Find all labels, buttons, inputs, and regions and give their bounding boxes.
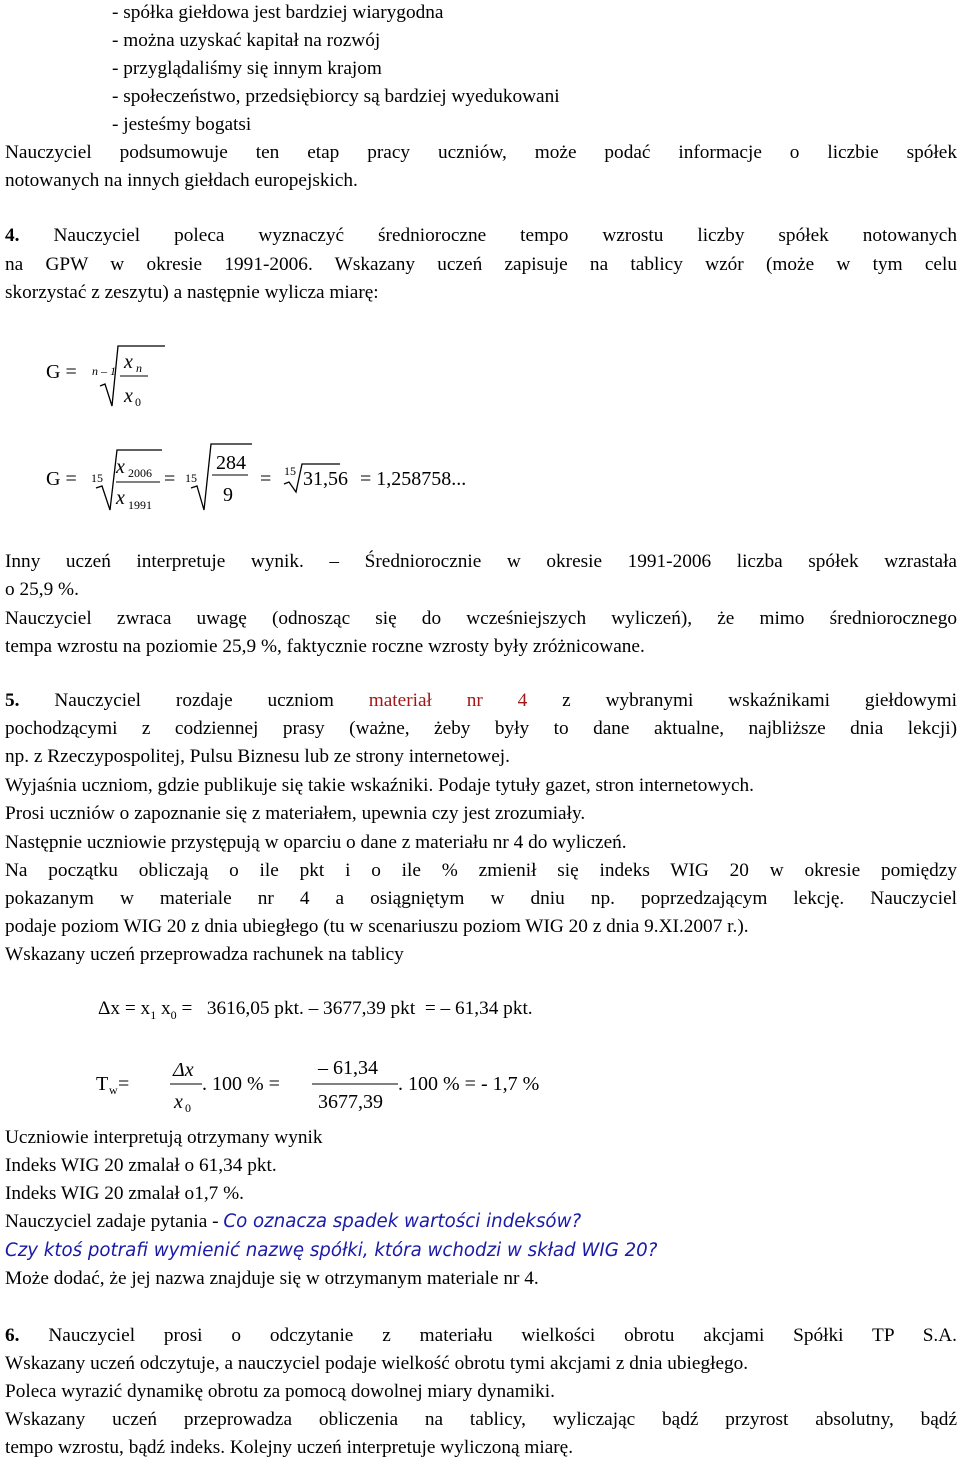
svg-text:1991: 1991	[128, 498, 152, 512]
svg-text:. 100 % = - 1,7 %: . 100 % = - 1,7 %	[398, 1073, 540, 1095]
section-5-line: pochodzącymi z codziennej prasy (ważne, żeby były to dane aktualne, najbliższe dnia lekcji)	[5, 718, 957, 739]
attention-line: Nauczyciel zwraca uwagę (odnosząc się do wcześniejszych wyliczeń), że mimo średniorocznego	[5, 608, 957, 629]
svg-text:0: 0	[185, 1101, 191, 1115]
svg-text:15: 15	[91, 471, 103, 485]
interpretation2-line: Indeks WIG 20 zmalał o1,7 %.	[5, 1183, 244, 1204]
section-6-line: Wskazany uczeń odczytuje, a nauczyciel podaje wielkość obrotu tymi akcjami z dnia ubiegłego.	[5, 1353, 749, 1374]
svg-text:9: 9	[223, 484, 233, 506]
numerator: x	[124, 351, 133, 373]
denominator-subscript: 0	[135, 395, 141, 409]
svg-text:x: x	[116, 456, 125, 478]
section-4-line: 4. Nauczyciel poleca wyznaczyć średnioroczne tempo wzrostu liczby spółek notowanych	[5, 225, 957, 246]
svg-text:G =: G =	[46, 468, 77, 490]
questions-line: Może dodać, że jej nazwa znajduje się w otrzymanym materiale nr 4.	[5, 1268, 539, 1289]
section-number: 5.	[5, 690, 20, 711]
svg-text:15: 15	[284, 464, 296, 478]
section-number: 6.	[5, 1325, 20, 1346]
svg-text:=: =	[260, 468, 272, 490]
section-6-line: 6. Nauczyciel prosi o odczytanie z materiału wielkości obrotu akcjami Spółki TP S.A.	[5, 1325, 957, 1346]
question-1: Co oznacza spadek wartości indeksów?	[223, 1211, 582, 1232]
section-5-line: Prosi uczniów o zapoznanie się z materiałem, upewnia czy jest zrozumiały.	[5, 803, 586, 824]
bullet-item: - jesteśmy bogatsi	[112, 114, 252, 135]
svg-text:2006: 2006	[128, 466, 152, 480]
section-4-line: na GPW w okresie 1991-2006. Wskazany uczeń zapisuje na tablicy wzór (może w tym celu	[5, 254, 957, 275]
svg-text:x: x	[174, 1091, 183, 1113]
section-number: 4.	[5, 225, 20, 246]
svg-text:=: =	[164, 468, 176, 490]
formula-growth-rate	[90, 1050, 610, 1120]
numerator-subscript: n	[136, 361, 142, 375]
formula-geometric-mean	[40, 340, 180, 420]
summary-line: Nauczyciel podsumowuje ten etap pracy uczniów, może podać informacje o liczbie spółek	[5, 142, 957, 163]
interpretation2-line: Uczniowie interpretują otrzymany wynik	[5, 1127, 323, 1148]
interpretation-line: o 25,9 %.	[5, 579, 79, 600]
section-5-line: 5. Nauczyciel rozdaje uczniom materiał nr 4 z wybranymi wskaźnikami giełdowymi	[5, 690, 957, 711]
section-6-line: Poleca wyrazić dynamikę obrotu za pomocą dowolnej miary dynamiki.	[5, 1381, 555, 1402]
formula-lhs: G =	[46, 361, 77, 383]
section-5-line: np. z Rzeczypospolitej, Pulsu Biznesu lub ze strony internetowej.	[5, 746, 510, 767]
svg-text:3677,39: 3677,39	[318, 1091, 383, 1113]
svg-text:284: 284	[216, 452, 246, 474]
interpretation-line: Inny uczeń interpretuje wynik. – Średniorocznie w okresie 1991-2006 liczba spółek wzrastała	[5, 551, 957, 572]
section-5-line: Na początku obliczają o ile pkt i o ile % zmienił się indeks WIG 20 w okresie pomiędzy	[5, 860, 957, 881]
summary-line: notowanych na innych giełdach europejskich.	[5, 170, 358, 191]
question-2: Czy ktoś potrafi wymienić nazwę spółki, która wchodzi w skład WIG 20?	[5, 1240, 658, 1261]
svg-text:15: 15	[185, 471, 197, 485]
questions-line	[5, 1238, 657, 1264]
interpretation2-line: Indeks WIG 20 zmalał o 61,34 pkt.	[5, 1155, 277, 1176]
svg-text:= 1,258758...: = 1,258758...	[360, 468, 467, 490]
formula-delta-x: $\Delta x = x_1$ $x_0 = 3616,05$ pkt. – 3677,39 pkt = – 61,34 pkt.	[98, 998, 533, 1022]
svg-text:– 61,34: – 61,34	[318, 1057, 378, 1079]
section-5-line: Wskazany uczeń przeprowadza rachunek na tablicy	[5, 944, 404, 965]
svg-text:T: T	[96, 1073, 109, 1095]
svg-text:w: w	[109, 1083, 118, 1097]
section-6-line: tempo wzrostu, bądź indeks. Kolejny uczeń interpretuje wyliczoną miarę.	[5, 1437, 574, 1458]
attention-line: tempa wzrostu na poziomie 25,9 %, faktycznie roczne wzrosty były zróżnicowane.	[5, 636, 645, 657]
bullet-item: - spółka giełdowa jest bardziej wiarygodna	[112, 2, 444, 23]
section-5-line: Następnie uczniowie przystępują w oparciu o dane z materiału nr 4 do wyliczeń.	[5, 832, 627, 853]
svg-text:Δx: Δx	[173, 1059, 194, 1081]
questions-line: Nauczyciel zadaje pytania - Co oznacza spadek wartości indeksów?	[5, 1211, 582, 1232]
bullet-item: - przyglądaliśmy się innym krajom	[112, 58, 382, 79]
svg-text:31,56: 31,56	[303, 468, 348, 490]
svg-text:x: x	[116, 487, 125, 509]
svg-text:. 100 % =: . 100 % =	[202, 1073, 280, 1095]
section-5-line: podaje poziom WIG 20 z dnia ubiegłego (tu w scenariuszu poziom WIG 20 z dnia 9.XI.2007 r.).	[5, 916, 749, 937]
root-index: n – 1	[92, 364, 116, 378]
denominator: x	[124, 385, 133, 407]
section-5-line: pokazanym w materiale nr 4 a osiągniętym w dniu np. poprzedzającym lekcję. Nauczyciel	[5, 888, 957, 909]
bullet-item: - społeczeństwo, przedsiębiorcy są bardziej wyedukowani	[112, 86, 560, 107]
section-6-line: Wskazany uczeń przeprowadza obliczenia na tablicy, wyliczając bądź przyrost absolutny, bądź	[5, 1409, 957, 1430]
formula-calculation	[40, 440, 540, 520]
bullet-item: - można uzyskać kapitał na rozwój	[112, 30, 381, 51]
section-4-line: skorzystać z zeszytu) a następnie wylicza miarę:	[5, 282, 379, 303]
material-link[interactable]: materiał nr 4	[368, 690, 528, 711]
section-5-line: Wyjaśnia uczniom, gdzie publikuje się takie wskaźniki. Podaje tytuły gazet, stron internetowych.	[5, 775, 755, 796]
svg-text:=: =	[118, 1073, 130, 1095]
